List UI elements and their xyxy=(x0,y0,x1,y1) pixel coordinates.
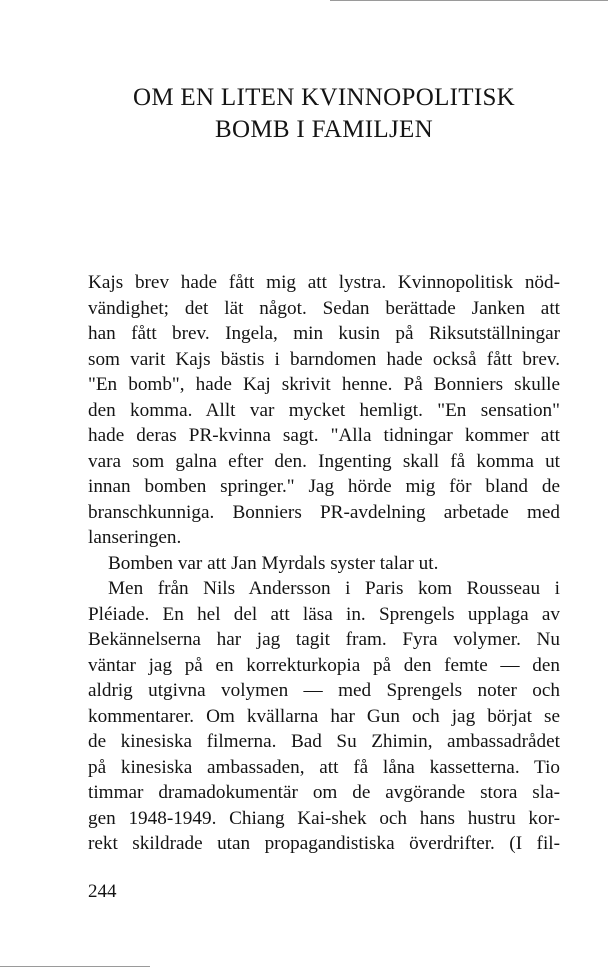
text-line: timmar dramadokumentär om de avgörande stora sla- xyxy=(88,782,560,803)
text-line: vara som galna efter den. Ingenting skall få komma ut xyxy=(88,450,560,472)
text-line: han fått brev. Ingela, min kusin på Riksutställningar xyxy=(88,323,560,344)
text-line: Men från Nils Andersson i Paris kom Rousseau i xyxy=(108,578,560,599)
bottom-rule xyxy=(0,966,150,967)
text-line: gen 1948-1949. Chiang Kai-shek och hans hustru kor- xyxy=(88,807,560,829)
text-line: "En bomb", hade Kaj skrivit henne. På Bonniers skulle xyxy=(88,374,560,395)
text-line: på kinesiska ambassaden, att få låna kassetterna. Tio xyxy=(88,756,560,778)
text-line: Bomben var att Jan Myrdals syster talar ut. xyxy=(108,552,439,574)
text-line: Bekännelserna har jag tagit fram. Fyra volymer. Nu xyxy=(88,629,560,650)
text-line: rekt skildrade utan propagandistiska överdrifter. (I fil- xyxy=(88,833,560,854)
text-line: branschkunniga. Bonniers PR-avdelning arbetade med xyxy=(88,501,560,523)
chapter-title xyxy=(88,82,560,146)
text-line: aldrig utgivna volymen — med Sprengels noter och xyxy=(88,680,560,701)
text-line: kommentarer. Om kvällarna har Gun och jag börjat se xyxy=(88,705,560,727)
text-line: de kinesiska filmerna. Bad Su Zhimin, ambassadrådet xyxy=(88,731,560,752)
text-line: vändighet; det lät något. Sedan berättade Janken att xyxy=(88,297,560,319)
text-line: hade deras PR-kvinna sagt. "Alla tidningar kommer att xyxy=(88,425,560,446)
text-line: som varit Kajs bästis i barndomen hade också fått brev. xyxy=(88,348,560,370)
text-line: väntar jag på en korrekturkopia på den femte — den xyxy=(88,654,560,676)
chapter-title-line-2: BOMB I FAMILJEN xyxy=(215,116,433,143)
text-line: den komma. Allt var mycket hemligt. "En sensation" xyxy=(88,399,560,421)
page-number: 244 xyxy=(88,881,117,902)
chapter-title-line-1: OM EN LITEN KVINNOPOLITISK xyxy=(132,84,516,111)
top-rule xyxy=(330,0,608,1)
body-text xyxy=(88,270,560,857)
text-line: lanseringen. xyxy=(88,527,182,548)
text-line: innan bomben springer." Jag hörde mig för bland de xyxy=(88,476,560,497)
text-line: Kajs brev hade fått mig att lystra. Kvinnopolitisk nöd- xyxy=(88,272,560,293)
text-line: Pléiade. En hel del att läsa in. Sprengels upplaga av xyxy=(88,603,560,625)
